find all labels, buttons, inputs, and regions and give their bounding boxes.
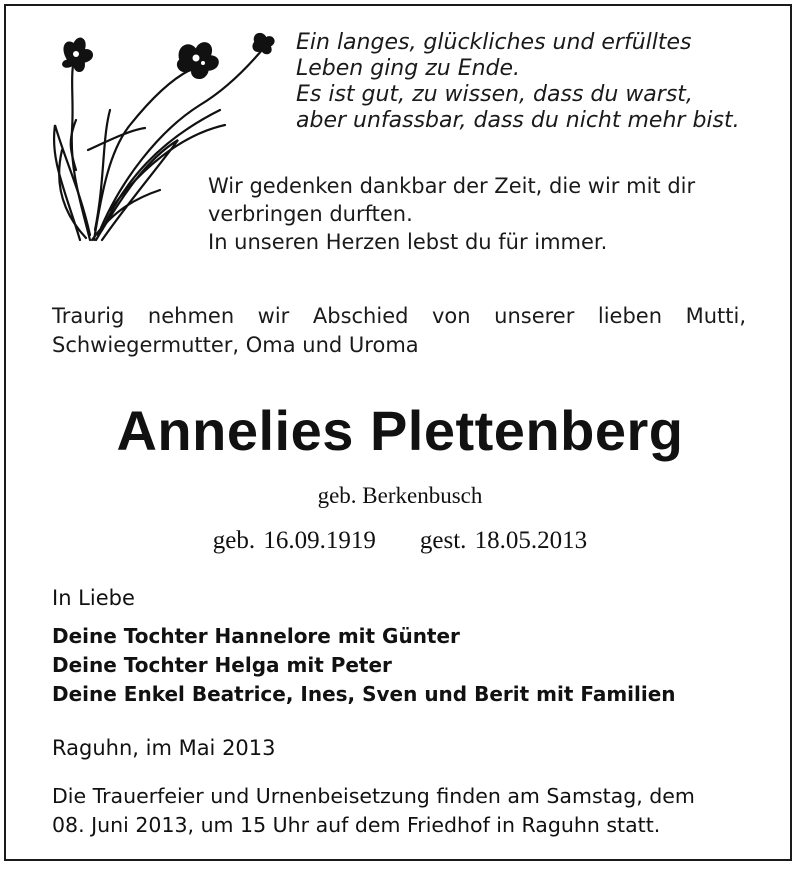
family-line: Deine Tochter Hannelore mit Günter — [52, 624, 460, 648]
birth-date: geb. 16.09.1919 — [212, 527, 376, 554]
farewell-text — [52, 302, 746, 360]
family-line: Deine Tochter Helga mit Peter — [52, 653, 392, 677]
family-line: Deine Enkel Beatrice, Ines, Sven und Berit mit Familien — [52, 682, 676, 706]
deceased-name: Annelies Plettenberg — [116, 399, 684, 462]
farewell-line: Schwiegermutter, Oma und Uroma — [52, 333, 419, 357]
remembrance-line: Wir gedenken dankbar der Zeit, die wir mit dir — [208, 174, 696, 198]
poem-line: Es ist gut, zu wissen, dass du warst, — [296, 82, 693, 107]
notice-line: Die Trauerfeier und Urnenbeisetzung finden am Samstag, dem — [52, 784, 695, 808]
notice-line: 08. Juni 2013, um 15 Uhr auf dem Friedhof in Raguhn statt. — [52, 813, 661, 837]
maiden-name: geb. Berkenbusch — [317, 483, 483, 508]
life-dates — [0, 526, 800, 556]
poem — [296, 30, 766, 134]
funeral-notice — [52, 782, 752, 840]
poem-line: aber unfassbar, dass du nicht mehr bist. — [296, 108, 740, 133]
poem-line: Leben ging zu Ende. — [296, 56, 521, 81]
place-date: Raguhn, im Mai 2013 — [52, 736, 276, 760]
farewell-line: Traurig nehmen wir Abschied von unserer lieben Mutti, — [52, 304, 746, 328]
family-signatures — [52, 622, 752, 709]
remembrance-line: verbringen durften. — [208, 202, 413, 226]
death-date: gest. 18.05.2013 — [419, 527, 588, 554]
remembrance-text — [208, 172, 768, 256]
remembrance-line: In unseren Herzen lebst du für immer. — [208, 230, 608, 254]
in-liebe-label: In Liebe — [52, 586, 135, 610]
poem-line: Ein langes, glückliches und erfülltes — [296, 30, 692, 55]
